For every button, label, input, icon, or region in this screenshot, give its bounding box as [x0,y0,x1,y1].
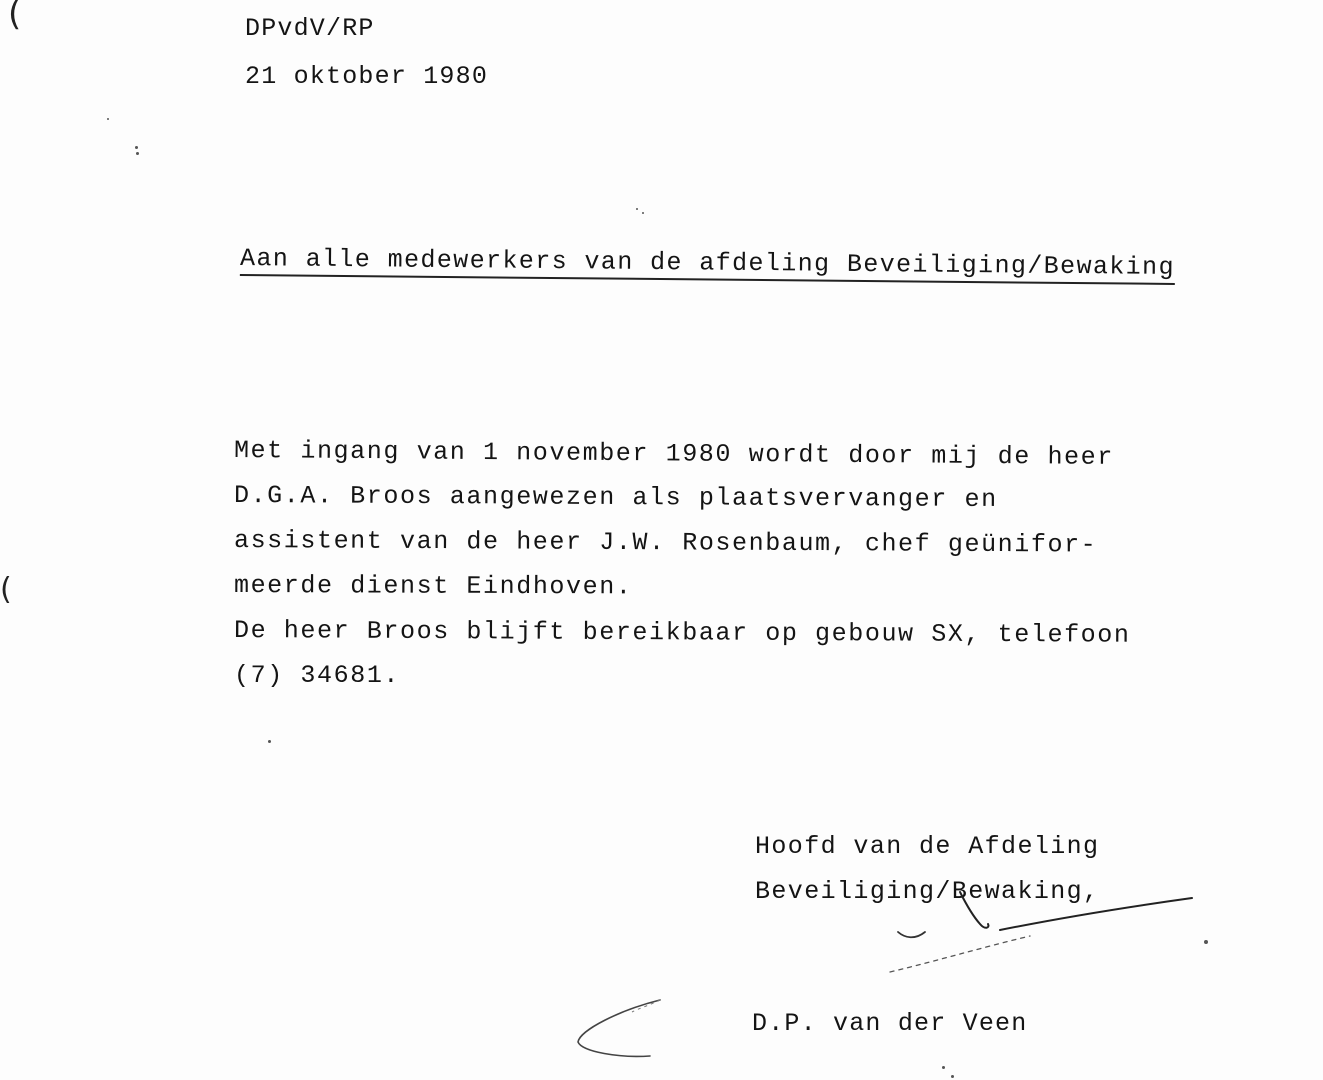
body-line: (7) 34681. [234,661,401,690]
letter-body [234,428,1284,698]
margin-mark: ( [0,572,12,607]
addressee-heading: Aan alle medewerkers van de afdeling Beveiliging/Bewaking [240,246,1175,285]
margin-mark: ( [8,0,22,34]
reference-code: DPvdV/RP [245,14,375,43]
speck [642,212,644,214]
body-line: Met ingang van 1 november 1980 wordt door mij de heer [233,436,1115,472]
signer-name: D.P. van der Veen [752,1009,1028,1038]
body-line: assistent van de heer J.W. Rosenbaum, chef geünifor- [233,526,1098,560]
closing-title-line: Hoofd van de Afdeling [755,832,1100,861]
speck [107,118,109,120]
speck [268,740,271,743]
body-line: De heer Broos blijft bereikbaar op gebouw SX, telefoon [233,616,1131,650]
speck [136,152,139,155]
body-line: meerde dienst Eindhoven. [233,571,633,602]
letter-date: 21 oktober 1980 [245,62,489,91]
body-line: D.G.A. Broos aangewezen als plaatsvervanger en [233,481,998,514]
speck [135,146,138,149]
speck [636,208,638,210]
handwritten-signature [560,880,1220,1080]
closing-title-line: Beveiliging/Bewaking, [755,877,1100,906]
